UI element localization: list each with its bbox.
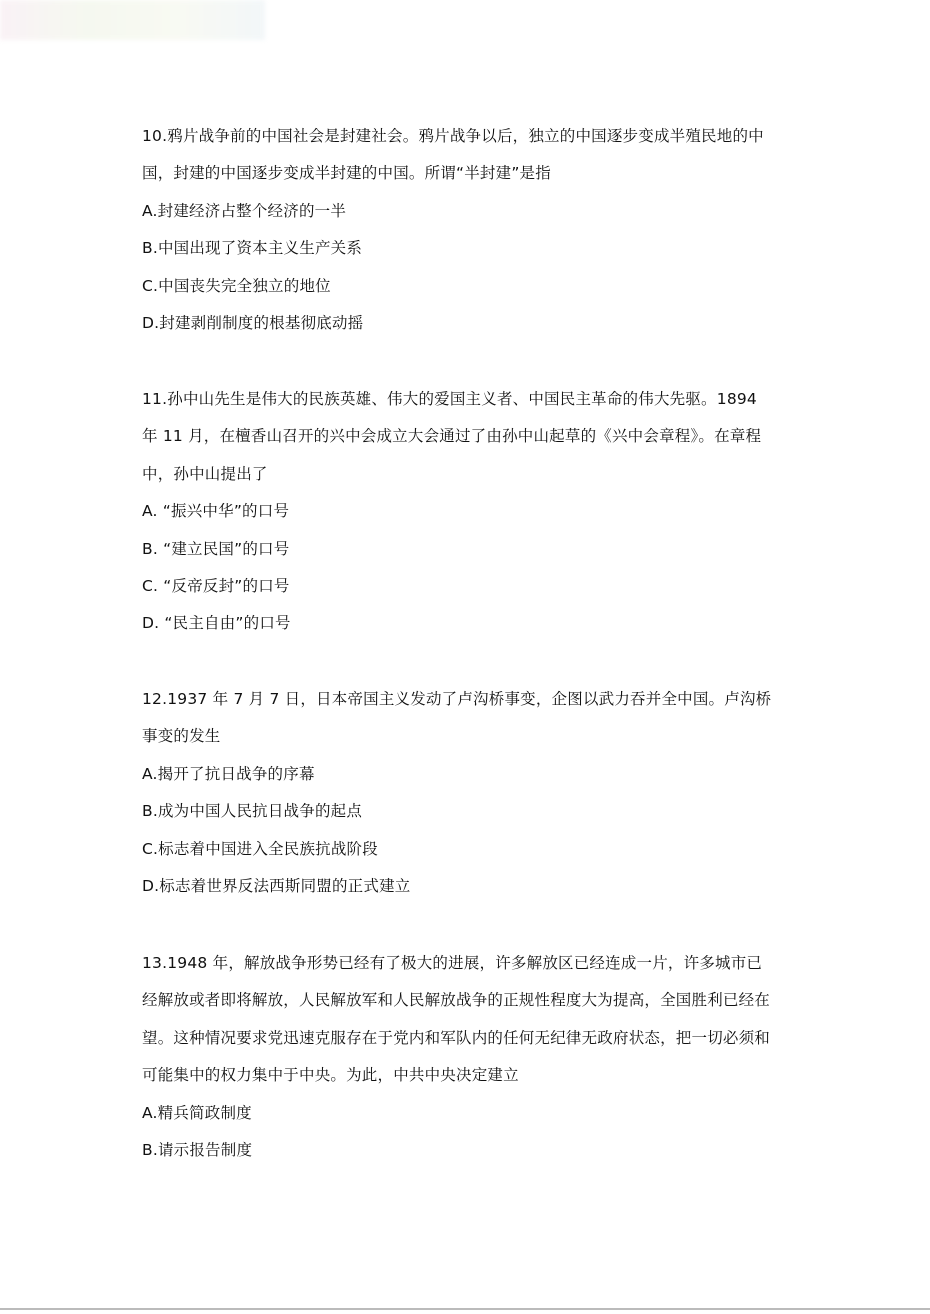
option-d: D.标志着世界反法西斯同盟的正式建立 xyxy=(142,876,411,895)
question-stem: 13.1948 年，解放战争形势已经有了极大的进展，许多解放区已经连成一片，许多城市已 xyxy=(142,954,763,972)
question-stem: 望。这种情况要求党迅速克服存在于党内和军队内的任何无纪律无政府状态，把一切必须和 xyxy=(142,1028,771,1047)
question-stem: 国，封建的中国逐步变成半封建的中国。所谓“半封建”是指 xyxy=(142,164,551,183)
question-10 xyxy=(142,118,802,342)
question-stem: 中，孙中山提出了 xyxy=(142,464,268,483)
option-a: A.揭开了抗日战争的序幕 xyxy=(142,764,315,783)
page-bottom-divider xyxy=(0,1308,930,1310)
question-stem: 可能集中的权力集中于中央。为此，中共中央决定建立 xyxy=(142,1066,519,1085)
question-stem: 经解放或者即将解放，人民解放军和人民解放战争的正规性程度大为提高，全国胜利已经在 xyxy=(142,991,771,1010)
question-stem: 事变的发生 xyxy=(142,727,221,746)
question-stem: 11.孙中山先生是伟大的民族英雄、伟大的爱国主义者、中国民主革命的伟大先驱。1894 xyxy=(142,390,757,408)
question-11 xyxy=(142,381,802,643)
option-a: A.封建经济占整个经济的一半 xyxy=(142,201,347,220)
header-banner-image xyxy=(0,0,265,40)
option-d: D.封建剥削制度的根基彻底动摇 xyxy=(142,313,364,332)
option-b: B.中国出现了资本主义生产关系 xyxy=(142,239,363,258)
option-b: B. “建立民国”的口号 xyxy=(142,539,290,558)
option-a: A. “振兴中华”的口号 xyxy=(142,502,290,521)
question-13 xyxy=(142,945,802,1169)
option-c: C.标志着中国进入全民族抗战阶段 xyxy=(142,839,378,858)
option-d: D. “民主自由”的口号 xyxy=(142,614,291,633)
question-12 xyxy=(142,681,802,905)
option-c: C. “反帝反封”的口号 xyxy=(142,576,290,595)
question-stem: 年 11 月，在檀香山召开的兴中会成立大会通过了由孙中山起草的《兴中会章程》。在章程 xyxy=(142,427,762,446)
option-b: B.请示报告制度 xyxy=(142,1140,253,1159)
option-b: B.成为中国人民抗日战争的起点 xyxy=(142,802,363,821)
option-a: A.精兵简政制度 xyxy=(142,1103,252,1122)
question-stem: 12.1937 年 7 月 7 日，日本帝国主义发动了卢沟桥事变，企图以武力吞并全中国。卢沟桥 xyxy=(142,690,772,708)
question-stem: 10.鸦片战争前的中国社会是封建社会。鸦片战争以后，独立的中国逐步变成半殖民地的中 xyxy=(142,127,764,145)
option-c: C.中国丧失完全独立的地位 xyxy=(142,276,331,295)
